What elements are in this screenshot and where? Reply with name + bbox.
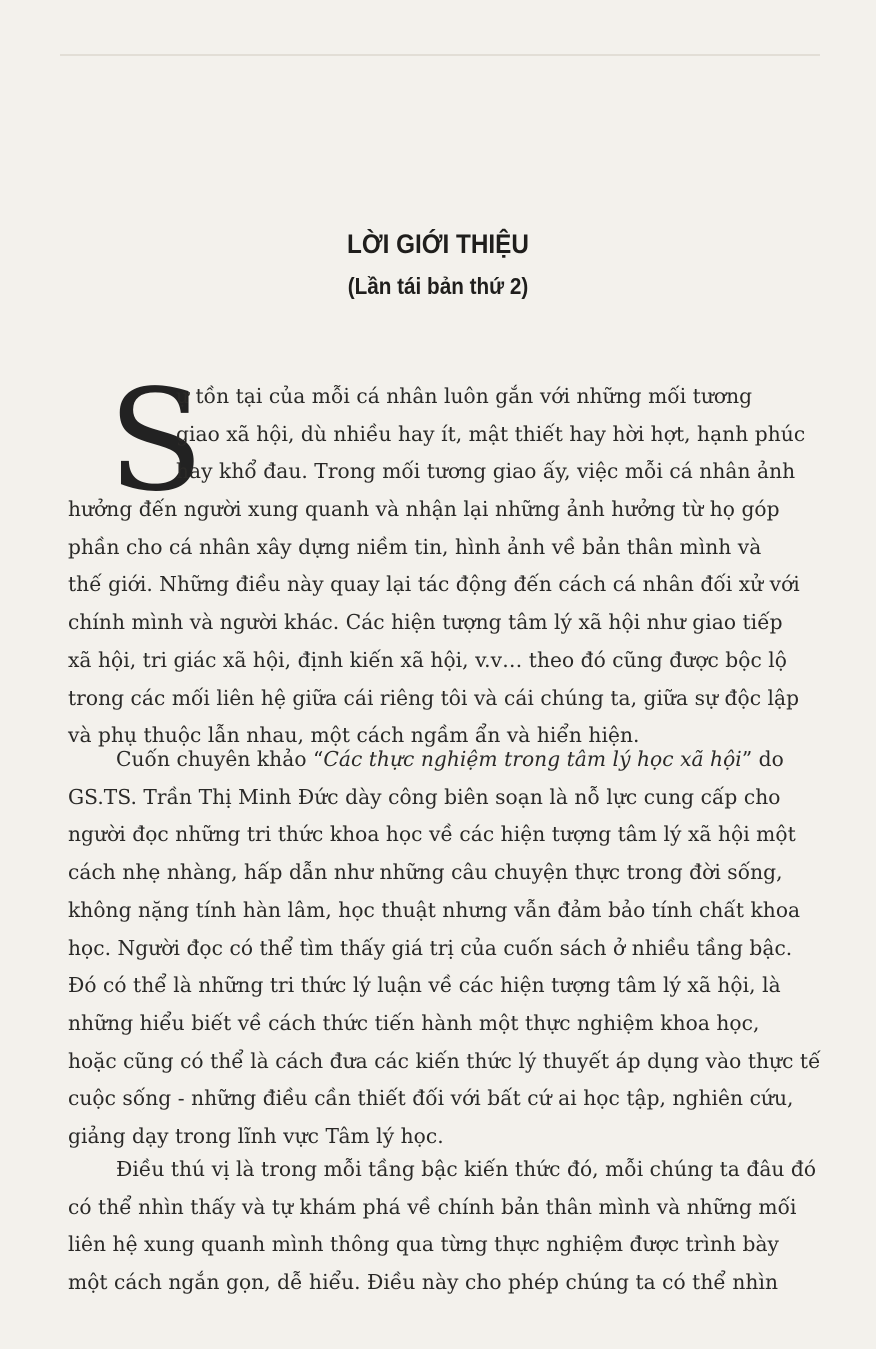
paragraph-3 <box>68 1151 817 1302</box>
drop-cap-letter: S <box>108 360 204 523</box>
text-fragment: Cuốn chuyên khảo “ <box>116 747 324 771</box>
text-line: hưởng đến người xung quanh và nhận lại những ảnh hưởng từ họ góp <box>68 497 780 521</box>
paragraph-2 <box>68 741 821 1156</box>
text-line: giảng dạy trong lĩnh vực Tâm lý học. <box>68 1124 444 1149</box>
paragraph-1-beside-cap <box>176 378 806 491</box>
text-line: học. Người đọc có thể tìm thấy giá trị của cuốn sách ở nhiều tầng bậc. <box>68 935 793 960</box>
text-line: và phụ thuộc lẫn nhau, một cách ngầm ẩn và hiển hiện. <box>68 723 640 748</box>
text-line: giao xã hội, dù nhiều hay ít, mật thiết hay hời hợt, hạnh phúc <box>176 421 806 446</box>
text-line: liên hệ xung quanh mình thông qua từng thực nghiệm được trình bày <box>68 1232 779 1257</box>
text-line: trong các mối liên hệ giữa cái riêng tôi và cái chúng ta, giữa sự độc lập <box>68 685 800 710</box>
text-line: hay khổ đau. Trong mối tương giao ấy, việc mỗi cá nhân ảnh <box>176 459 796 484</box>
text-line: thế giới. Những điều này quay lại tác động đến cách cá nhân đối xử với <box>68 572 800 597</box>
text-fragment: ” do <box>741 747 784 771</box>
page-title: LỜI GIỚI THIỆU <box>347 229 529 259</box>
text-line: Điều thú vị là trong mỗi tầng bậc kiến thức đó, mỗi chúng ta đâu đó <box>116 1157 817 1181</box>
text-line: phần cho cá nhân xây dựng niềm tin, hình ảnh về bản thân mình và <box>68 534 762 559</box>
heading-block <box>0 226 876 304</box>
text-line: xã hội, tri giác xã hội, định kiến xã hội, v.v… theo đó cũng được bộc lộ <box>68 647 787 672</box>
text-line: cách nhẹ nhàng, hấp dẫn như những câu chuyện thực trong đời sống, <box>68 860 783 885</box>
book-title: Các thực nghiệm trong tâm lý học xã hội <box>323 747 742 771</box>
paragraph-1 <box>68 491 800 755</box>
text-line: hoặc cũng có thể là cách đưa các kiến thức lý thuyết áp dụng vào thực tế <box>68 1048 821 1073</box>
text-line: chính mình và người khác. Các hiện tượng tâm lý xã hội như giao tiếp <box>68 610 783 635</box>
text-line: ự tồn tại của mỗi cá nhân luôn gắn với những mối tương <box>176 384 753 408</box>
text-line: GS.TS. Trần Thị Minh Đức dày công biên soạn là nỗ lực cung cấp cho <box>68 784 781 809</box>
text-line <box>68 741 794 779</box>
text-line: những hiểu biết về cách thức tiến hành một thực nghiệm khoa học, <box>68 1010 760 1035</box>
text-line: một cách ngắn gọn, dễ hiểu. Điều này cho phép chúng ta có thể nhìn <box>68 1270 778 1295</box>
show-through-rule <box>60 54 820 56</box>
text-line: cuộc sống - những điều cần thiết đối với bất cứ ai học tập, nghiên cứu, <box>68 1086 794 1111</box>
text-line: có thể nhìn thấy và tự khám phá về chính bản thân mình và những mối <box>68 1194 797 1219</box>
page-subtitle: (Lần tái bản thứ 2) <box>347 273 529 299</box>
text-line: không nặng tính hàn lâm, học thuật nhưng vẫn đảm bảo tính chất khoa <box>68 897 801 922</box>
text-line: Đó có thể là những tri thức lý luận về các hiện tượng tâm lý xã hội, là <box>68 973 781 998</box>
text-line: người đọc những tri thức khoa học về các hiện tượng tâm lý xã hội một <box>68 822 796 847</box>
